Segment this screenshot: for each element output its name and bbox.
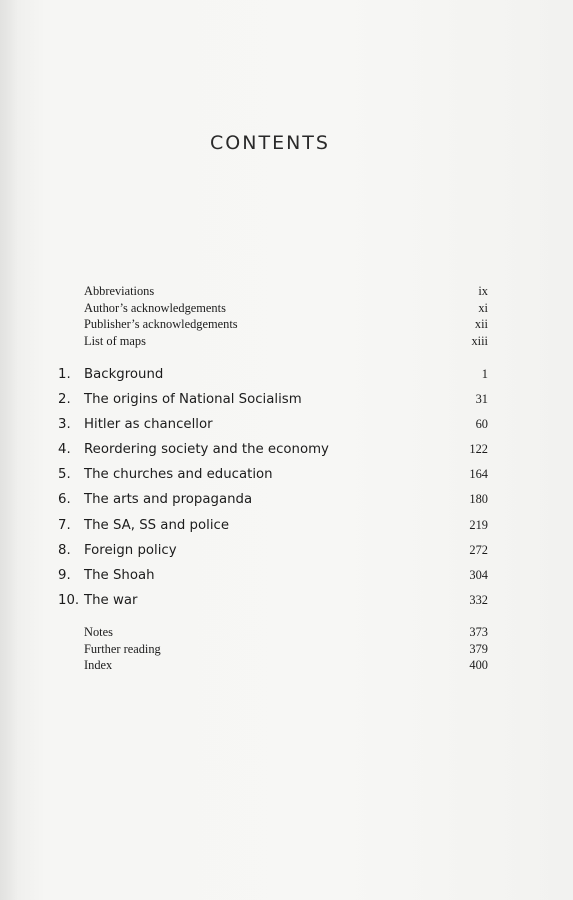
chapter-number: 5. — [58, 467, 71, 483]
entry-label: Notes — [84, 625, 113, 639]
chapter-entry — [58, 362, 488, 387]
chapter-entry — [58, 462, 488, 487]
entry-page: 379 — [469, 641, 488, 656]
list-item — [84, 657, 488, 674]
back-matter-list — [84, 624, 488, 674]
chapter-entry — [58, 487, 488, 512]
entry-page: xii — [474, 317, 488, 332]
chapter-page: 332 — [469, 592, 488, 607]
chapter-title: Foreign policy — [84, 542, 177, 558]
chapter-entry — [58, 437, 488, 462]
list-item — [84, 300, 488, 317]
entry-label: List of maps — [84, 333, 146, 348]
chapter-number: 2. — [58, 392, 71, 408]
chapter-number: 1. — [58, 367, 71, 382]
chapter-entry — [58, 563, 488, 588]
chapter-number: 9. — [58, 567, 71, 583]
chapter-title: Reordering society and the economy — [84, 442, 329, 458]
entry-label: Index — [84, 658, 113, 673]
entry-page: 400 — [469, 658, 488, 673]
chapter-title: The Shoah — [84, 567, 155, 583]
page-title: CONTENTS — [210, 132, 330, 154]
chapter-page: 180 — [469, 492, 488, 507]
front-matter-list — [84, 283, 488, 349]
chapter-page: 1 — [481, 367, 488, 381]
chapter-title: The churches and education — [84, 467, 273, 483]
entry-page: ix — [478, 284, 488, 298]
entry-label: Author’s acknowledgements — [84, 300, 226, 315]
chapter-page: 219 — [469, 517, 488, 532]
chapter-page: 122 — [469, 442, 488, 457]
chapter-number: 3. — [58, 417, 71, 433]
chapter-entry — [58, 412, 488, 437]
chapter-title: Background — [84, 367, 164, 382]
chapter-entry — [58, 538, 488, 563]
chapter-title: The origins of National Socialism — [84, 392, 302, 408]
chapter-page: 60 — [475, 417, 488, 432]
list-item — [84, 283, 488, 300]
chapter-title: The SA, SS and police — [84, 517, 229, 533]
chapter-list — [58, 362, 488, 613]
chapter-page: 164 — [469, 467, 488, 482]
chapter-title: Hitler as chancellor — [84, 417, 213, 433]
entry-page: xi — [478, 300, 488, 315]
entry-label: Further reading — [84, 641, 161, 656]
list-item — [84, 641, 488, 658]
list-item — [84, 316, 488, 333]
chapter-number: 7. — [58, 517, 71, 533]
chapter-number: 6. — [58, 492, 71, 508]
chapter-entry — [58, 387, 488, 412]
list-item — [84, 333, 488, 350]
entry-page: xiii — [471, 333, 488, 348]
entry-label: Abbreviations — [84, 284, 155, 298]
chapter-page: 31 — [475, 392, 488, 407]
chapter-entry — [58, 588, 488, 613]
chapter-title: The arts and propaganda — [84, 492, 253, 508]
entry-page: 373 — [469, 625, 488, 639]
chapter-number: 10. — [58, 592, 80, 608]
chapter-title: The war — [84, 592, 138, 608]
chapter-page: 304 — [469, 567, 488, 582]
chapter-number: 4. — [58, 442, 71, 458]
chapter-number: 8. — [58, 542, 71, 558]
list-item — [84, 624, 488, 641]
chapter-entry — [58, 513, 488, 538]
entry-label: Publisher’s acknowledgements — [84, 317, 238, 332]
chapter-page: 272 — [469, 542, 488, 557]
